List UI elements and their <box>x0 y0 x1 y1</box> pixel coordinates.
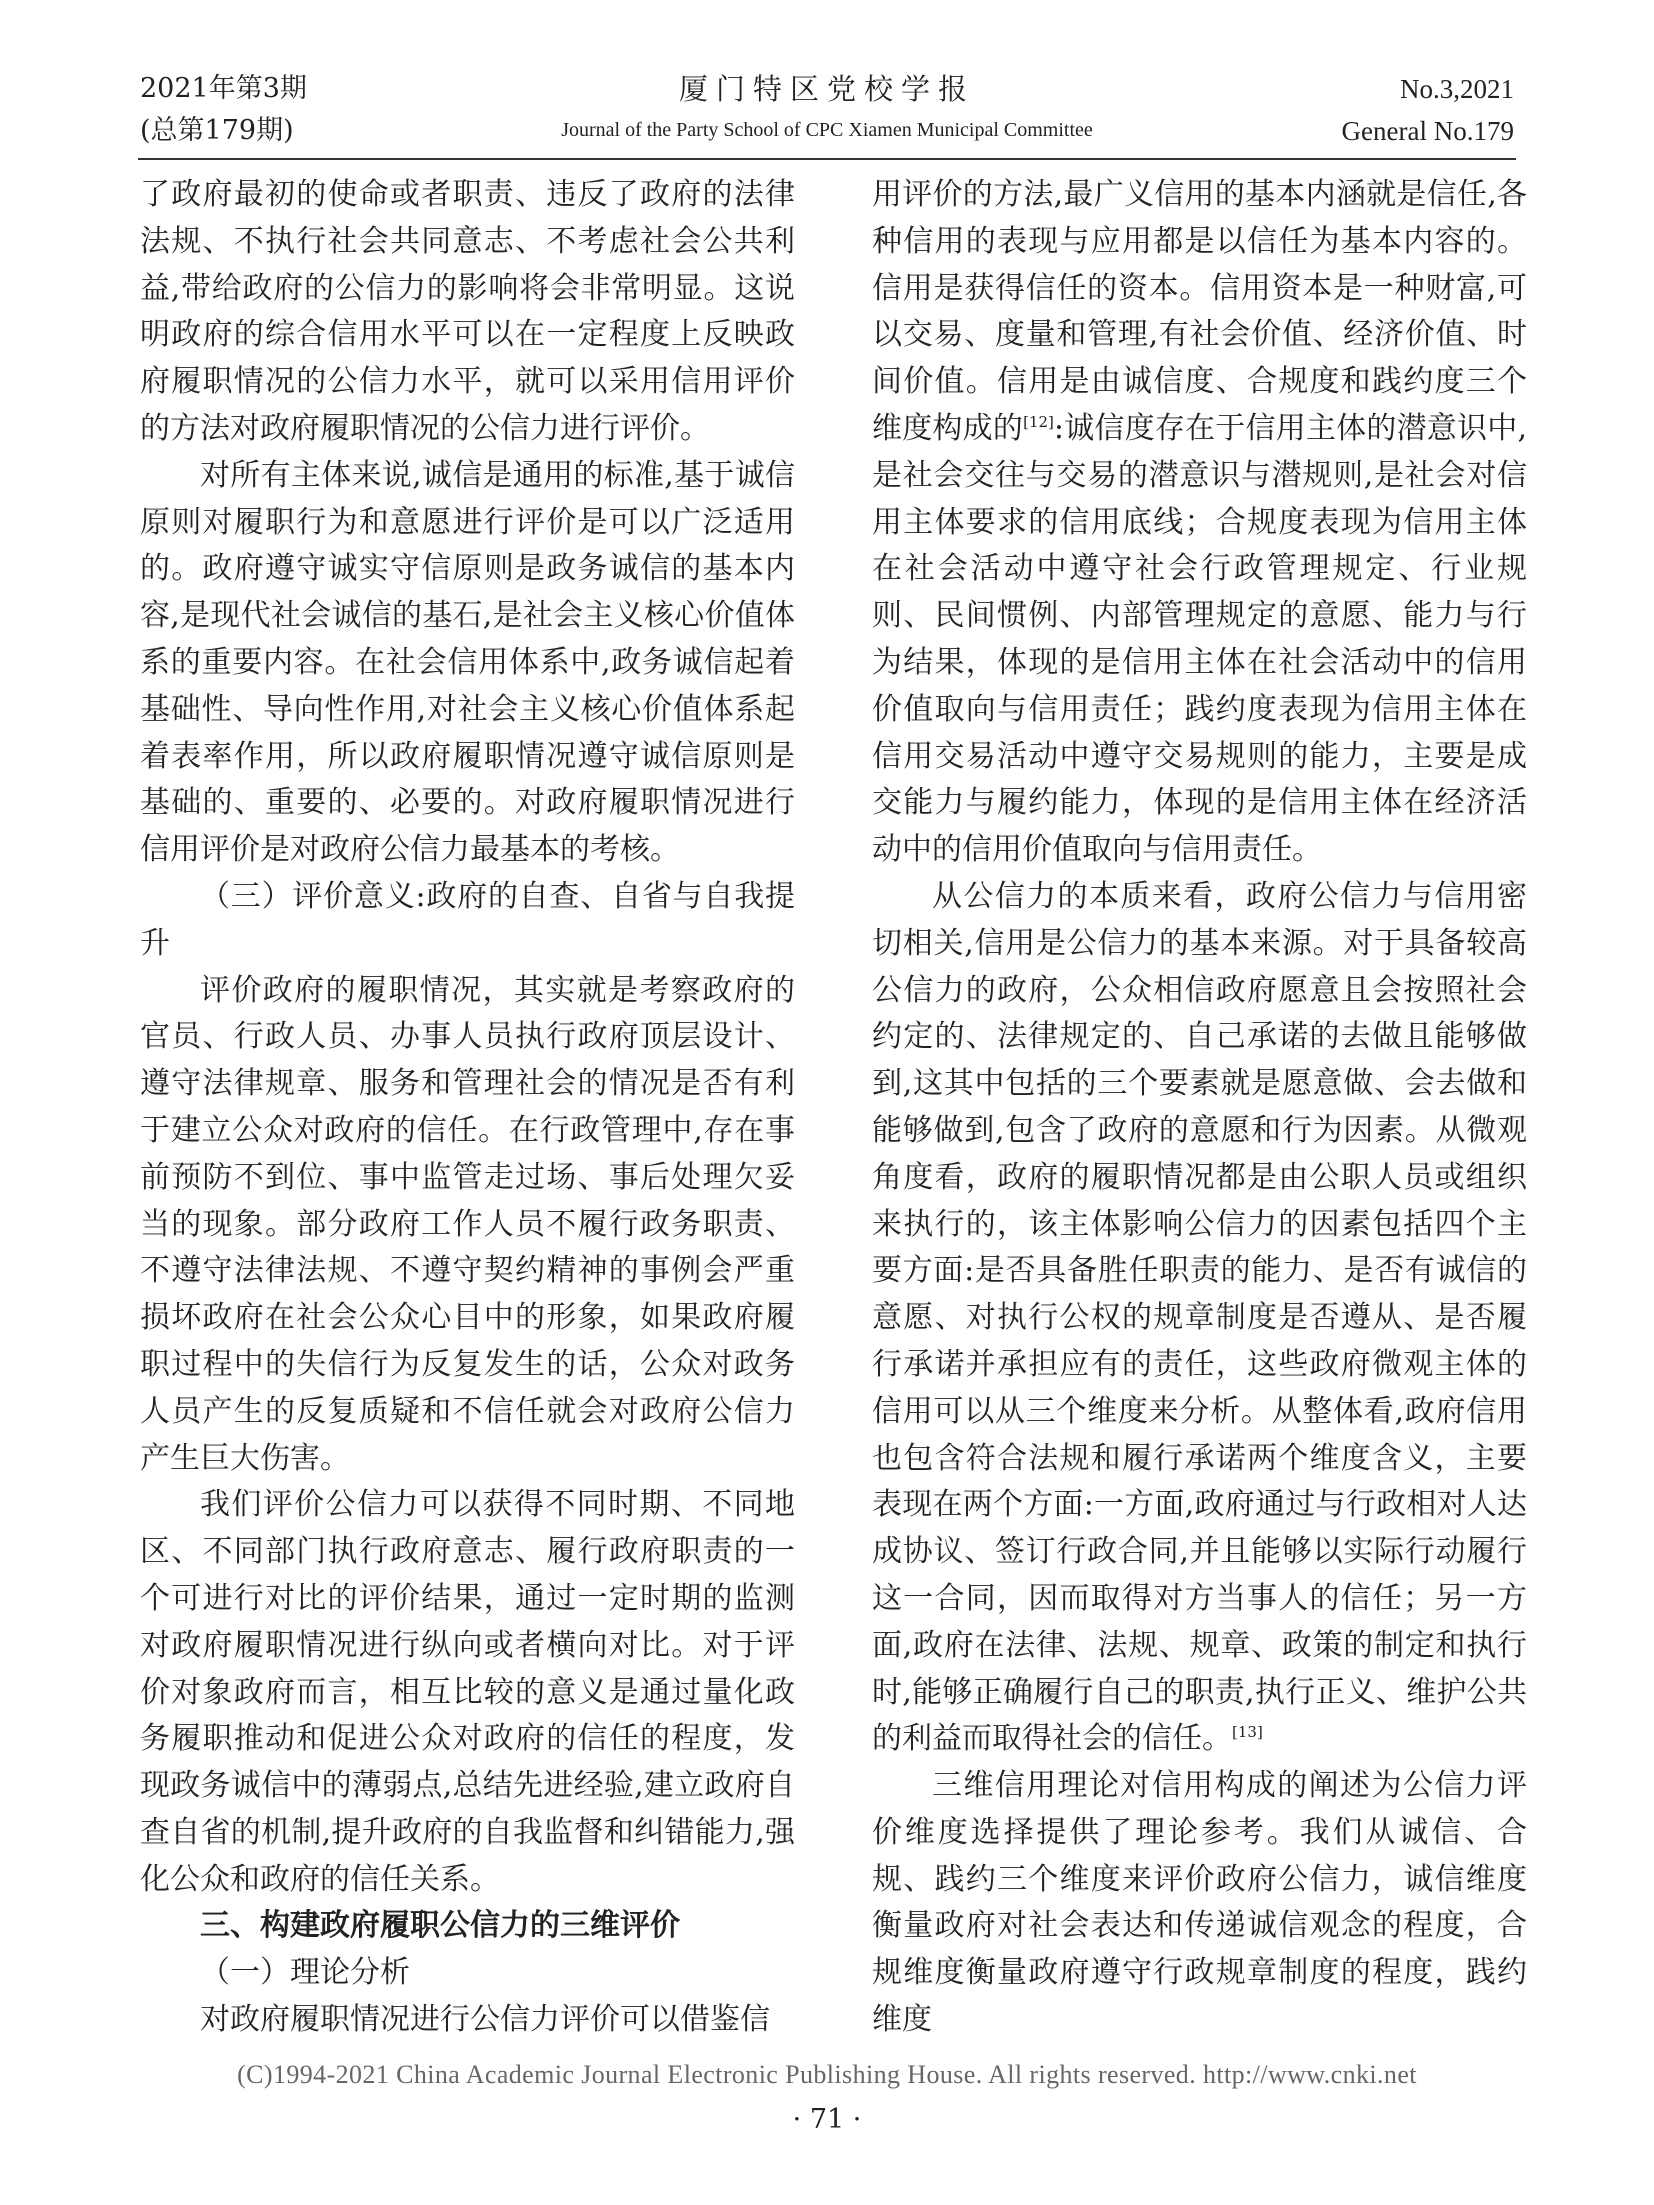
journal-title-cn: 厦门特区党校学报 <box>678 72 975 106</box>
header-rule <box>138 158 1516 160</box>
left-column <box>140 172 795 2044</box>
issue-total: (总第179期) <box>140 115 294 146</box>
citation: [12] <box>1023 412 1054 431</box>
copyright-line: (C)1994-2021 China Academic Journal Electronic Publishing House. All rights reserved. http://www.cnki.net <box>237 2060 1417 2089</box>
paragraph <box>872 874 1527 1763</box>
paragraph: 对所有主体来说,诚信是通用的标准,基于诚信原则对履职行为和意愿进行评价是可以广泛适用的。政府遵守诚实守信原则是政务诚信的基本内容,是现代社会诚信的基石,是社会主义核心价值体系的重要内容。在社会信用体系中,政务诚信起着基础性、导向性作用,对社会主义核心价值体系起着表率作用，所以政府履职情况遵守诚信原则是基础的、重要的、必要的。对政府履职情况进行信用评价是对政府公信力最基本的考核。 <box>140 457 795 868</box>
paragraph: 评价政府的履职情况，其实就是考察政府的官员、行政人员、办事人员执行政府顶层设计、遵守法律规章、服务和管理社会的情况是否有利于建立公众对政府的信任。在行政管理中,存在事前预防不到位、事中监管走过场、事后处理欠妥当的现象。部分政府工作人员不履行政务职责、不遵守法律法规、不遵守契约精神的事例会严重损坏政府在社会公众心目中的形象，如果政府履职过程中的失信行为反复发生的话，公众对政务人员产生的反复质疑和不信任就会对政府公信力产生巨大伤害。 <box>140 972 795 1476</box>
issue-year: 2021年第3期 <box>140 73 307 104</box>
paragraph-text: :诚信度存在于信用主体的潜意识中,是社会交往与交易的潜意识与潜规则,是社会对信用主体要求的信用底线；合规度表现为信用主体在社会活动中遵守社会行政管理规定、行业规则、民间惯例、内部管理规定的意愿、能力与行为结果，体现的是信用主体在社会活动中的信用价值取向与信用责任；践约度表现为信用主体在信用交易活动中遵守交易规则的能力，主要是成交能力与履约能力，体现的是信用主体在经济活动中的信用价值取向与信用责任。 <box>872 410 1527 868</box>
paragraph: 了政府最初的使命或者职责、违反了政府的法律法规、不执行社会共同意志、不考虑社会公共利益,带给政府的公信力的影响将会非常明显。这说明政府的综合信用水平可以在一定程度上反映政府履职情况的公信力水平，就可以采用信用评价的方法对政府履职情况的公信力进行评价。 <box>140 177 795 446</box>
paragraph: 三维信用理论对信用构成的阐述为公信力评价维度选择提供了理论参考。我们从诚信、合规、践约三个维度来评价政府公信力，诚信维度衡量政府对社会表达和传递诚信观念的程度，合规维度衡量政府遵守行政规章制度的程度，践约维度 <box>872 1768 1527 2038</box>
paragraph: 对政府履职情况进行公信力评价可以借鉴信 <box>200 2002 770 2038</box>
paragraph-text: 用评价的方法,最广义信用的基本内涵就是信任,各种信用的表现与应用都是以信任为基本内容的。信用是获得信任的资本。信用资本是一种财富,可以交易、度量和管理,有社会价值、经济价值、时间价值。信用是由诚信度、合规度和践约度三个维度构成的 <box>872 177 1527 446</box>
page-number: · 71 · <box>792 2104 862 2135</box>
paragraph <box>872 172 1527 874</box>
paragraph-text: 从公信力的本质来看，政府公信力与信用密切相关,信用是公信力的基本来源。对于具备较高公信力的政府，公众相信政府愿意且会按照社会约定的、法律规定的、自己承诺的去做且能够做到,这其中包括的三个要素就是愿意做、会去做和能够做到,包含了政府的意愿和行为因素。从微观角度看，政府的履职情况都是由公职人员或组织来执行的，该主体影响公信力的因素包括四个主要方面:是否具备胜任职责的能力、是否有诚信的意愿、对执行公权的规章制度是否遵从、是否履行承诺并承担应有的责任，这些政府微观主体的信用可以从三个维度来分析。从整体看,政府信用也包含符合法规和履行承诺两个维度含义，主要表现在两个方面:一方面,政府通过与行政相对人达成协议、签订行政合同,并且能够以实际行动履行这一合同，因而取得对方当事人的信任；另一方面,政府在法律、法规、规章、政策的制定和执行时,能够正确履行自己的职责,执行正义、维护公共的利益而取得社会的信任。 <box>872 878 1527 1757</box>
subsection-heading: （三）评价意义:政府的自查、自省与自我提升 <box>140 878 795 961</box>
section-heading: 三、构建政府履职公信力的三维评价 <box>200 1908 680 1944</box>
subsection-heading: （一）理论分析 <box>200 1955 410 1991</box>
issue-general-no: General No.179 <box>1341 116 1514 146</box>
issue-no: No.3,2021 <box>1400 74 1514 104</box>
page-header <box>140 58 1514 168</box>
right-column <box>872 172 1527 2044</box>
journal-title <box>140 68 1514 150</box>
citation: [13] <box>1232 1723 1263 1742</box>
journal-title-en: Journal of the Party School of CPC Xiamen Municipal Committee <box>561 119 1093 141</box>
paragraph: 我们评价公信力可以获得不同时期、不同地区、不同部门执行政府意志、履行政府职责的一个可进行对比的评价结果，通过一定时期的监测对政府履职情况进行纵向或者横向对比。对于评价对象政府而言，相互比较的意义是通过量化政务履职推动和促进公众对政府的信任的程度，发现政务诚信中的薄弱点,总结先进经验,建立政府自查自省的机制,提升政府的自我监督和纠错能力,强化公众和政府的信任关系。 <box>140 1487 795 1897</box>
issue-number <box>1342 68 1514 152</box>
